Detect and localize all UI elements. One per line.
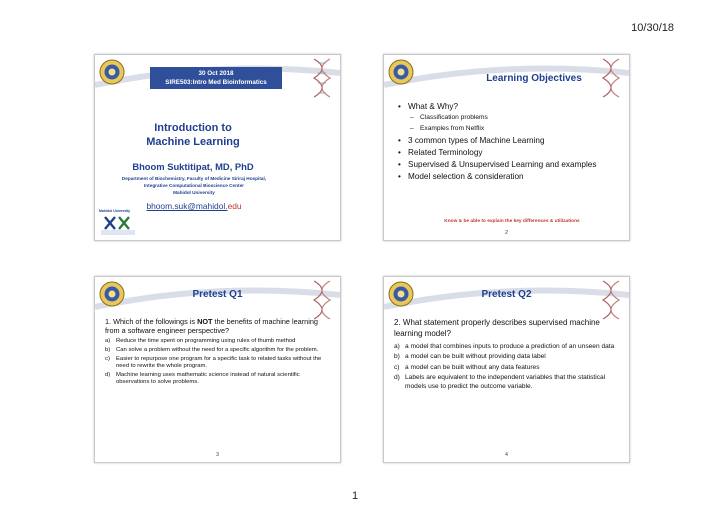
slide-title: Pretest Q2 xyxy=(481,289,532,300)
dna-helix-icon xyxy=(310,279,334,321)
header-date: 10/30/18 xyxy=(631,22,674,34)
slide-number: 4 xyxy=(505,452,508,458)
university-seal-icon xyxy=(99,59,125,85)
email-tld: edu xyxy=(227,201,242,211)
option-text: Easier to repurpose one program for a specific task to related tasks without the need to rewrite the whole program. xyxy=(116,355,322,369)
answer-option xyxy=(105,338,333,345)
question-stem: 2. What statement properly describes supervised machine learning model? xyxy=(394,318,600,338)
bullet-icon: • xyxy=(398,172,401,181)
option-text: Labels are equivalent to the independent variables that the statistical models use to predict the outcome variable. xyxy=(405,374,606,390)
pretest-question-2 xyxy=(394,317,622,393)
answer-option xyxy=(394,374,622,391)
affiliation-line-3: Mahidol University xyxy=(173,190,215,195)
option-text: a model can be built without providing data label xyxy=(405,353,546,361)
pretest-question-1 xyxy=(105,317,333,388)
dna-helix-icon xyxy=(310,57,334,99)
dash-icon: – xyxy=(410,125,414,132)
option-key: a) xyxy=(105,338,111,344)
slide-number: 3 xyxy=(216,452,219,458)
option-text: a model that combines inputs to produce a prediction of an unseen data xyxy=(405,343,615,350)
list-item xyxy=(398,171,626,182)
option-key: b) xyxy=(105,346,111,353)
answer-option xyxy=(105,372,333,387)
option-text: Reduce the time spent on programming using rules of thumb method xyxy=(116,338,296,344)
banner-course: SIRE503:Intro Med Bioinformatics xyxy=(165,79,267,86)
question-emphasis: NOT xyxy=(197,317,213,326)
list-item-text: Supervised & Unsupervised Learning and examples xyxy=(408,160,597,169)
option-text: a model can be built without any data features xyxy=(405,363,540,371)
option-key: d) xyxy=(394,374,400,382)
list-item-text: What & Why? xyxy=(408,102,459,111)
bullet-icon: • xyxy=(398,136,401,145)
question-suffix: the benefits of machine learning from a software engineer perspective? xyxy=(105,317,318,335)
list-item-text: Examples from Netflix xyxy=(420,125,485,132)
list-item xyxy=(398,159,626,170)
email-user: bhoom.suk@mahidol. xyxy=(146,201,228,211)
author-email-link[interactable] xyxy=(115,201,273,211)
list-item xyxy=(398,147,626,158)
affiliation-line-1: Department of Biochemistry, Faculty of Medicine Siriraj Hospital, xyxy=(121,176,267,181)
list-item xyxy=(398,113,626,122)
title-line-2: Machine Learning xyxy=(146,136,240,148)
option-key: a) xyxy=(394,343,400,350)
option-text: Can solve a problem without the need for a specific algorithm for the problem. xyxy=(116,346,319,353)
list-item-text: Model selection & consideration xyxy=(408,172,524,181)
option-key: c) xyxy=(105,355,110,362)
objectives-note: Know & be able to explain the key differences & utilizations xyxy=(444,219,580,224)
slide-3-thumbnail[interactable] xyxy=(94,276,341,463)
list-item xyxy=(398,124,626,133)
slide-4-thumbnail[interactable] xyxy=(383,276,630,463)
answer-option xyxy=(394,353,622,361)
mahidol-logo-text: Mahidol University xyxy=(99,209,131,213)
option-text: Machine learning uses mathematic science instead of natural scientific observations to solve problems. xyxy=(116,371,300,385)
title-line-1: Introduction to xyxy=(154,122,232,134)
answer-option xyxy=(105,347,333,354)
question-prefix: 1. Which of the followings is xyxy=(105,317,198,326)
bullet-icon: • xyxy=(398,148,401,157)
answer-option xyxy=(394,343,622,351)
affiliation-line-2: Integrative Computational Bioscience Center xyxy=(143,183,245,188)
answer-option xyxy=(394,364,622,372)
slide-2-thumbnail[interactable] xyxy=(383,54,630,241)
list-item-text: Related Terminology xyxy=(408,148,483,157)
answer-option xyxy=(105,356,333,371)
banner-date: 30 Oct 2018 xyxy=(198,70,234,77)
page-number: 1 xyxy=(352,490,359,502)
dash-icon: – xyxy=(410,114,414,121)
course-banner xyxy=(150,67,282,89)
slide-1-thumbnail[interactable] xyxy=(94,54,341,241)
list-item xyxy=(398,101,626,112)
university-seal-icon xyxy=(388,59,414,85)
slide-title xyxy=(113,121,273,149)
bullet-icon: • xyxy=(398,160,401,169)
list-item-text: Classification problems xyxy=(420,114,488,121)
mahidol-logo-icon xyxy=(99,209,137,237)
list-item xyxy=(398,135,626,146)
slide-title: Pretest Q1 xyxy=(192,289,243,300)
bullet-icon: • xyxy=(398,102,401,111)
question-stem xyxy=(105,317,333,335)
list-item-text: 3 common types of Machine Learning xyxy=(408,136,545,145)
author-name: Bhoom Suktitipat, MD, PhD xyxy=(132,161,254,172)
slide-number: 2 xyxy=(505,230,508,236)
option-key: b) xyxy=(394,353,400,361)
dna-helix-icon xyxy=(599,279,623,321)
option-key: c) xyxy=(394,363,400,371)
option-key: d) xyxy=(105,371,111,378)
author-affiliation xyxy=(105,175,283,196)
objectives-list xyxy=(398,101,626,183)
slide-title: Learning Objectives xyxy=(486,73,582,84)
